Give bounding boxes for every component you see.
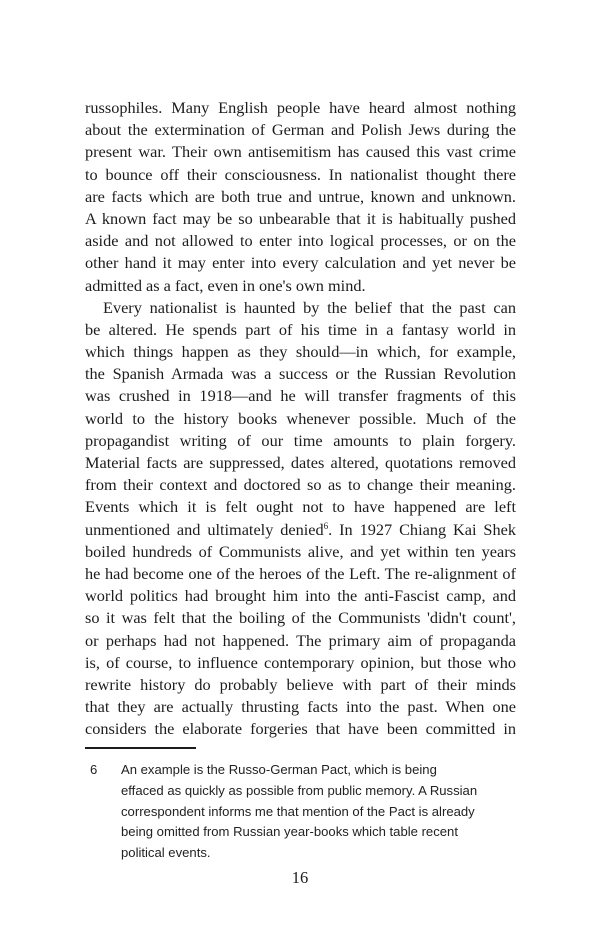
text-line: so it was felt that the boiling of the Communists 'didn't count', (85, 608, 516, 628)
text-line: he had become one of the heroes of the Left. The re-alignment of (85, 563, 516, 583)
text-line: Material facts are suppressed, dates altered, quotations removed (85, 453, 516, 472)
text-line: A known fact may be so unbearable that it is habitually pushed (85, 208, 516, 228)
text-line: be altered. He spends part of his time in a fantasy world in (85, 319, 516, 339)
text-line: considers the elaborate forgeries that have been committed in (85, 719, 516, 739)
body-text (85, 97, 516, 740)
text-line: other hand it may enter into every calculation and yet never be (85, 253, 516, 273)
footnote-line: An example is the Russo-German Pact, which is being (121, 762, 437, 777)
text-line: admitted as a fact, even in one's own mind. (85, 275, 366, 295)
text-line: about the extermination of German and Polish Jews during the (85, 120, 516, 140)
text-line: boiled hundreds of Communists alive, and yet within ten years (85, 541, 516, 561)
text-segment: . In 1927 Chiang Kai Shek (328, 519, 516, 539)
footnote-line: effaced as quickly as possible from public memory. A Russian (121, 782, 478, 798)
page-number: 16 (291, 868, 309, 887)
text-line: is, of course, to influence contemporary opinion, but those who (85, 652, 516, 672)
text-line-with-footnote-ref (85, 519, 516, 541)
text-line: world to the history books whenever possible. Much of the (85, 408, 516, 428)
footnote-line: political events. (121, 845, 211, 861)
text-line: from their context and doctored so as to change their meaning. (85, 475, 516, 495)
text-line: which things happen as they should—in which, for example, (85, 342, 516, 362)
footnote-line: being omitted from Russian year-books which table recent (121, 824, 458, 840)
footnote-divider (85, 747, 196, 749)
footnote-line: correspondent informs me that mention of the Pact is already (121, 803, 475, 819)
paragraph-first-line: Every nationalist is haunted by the belief that the past can (103, 297, 516, 317)
text-line: present war. Their own antisemitism has caused this vast crime (85, 142, 516, 162)
footnote-reference[interactable]: 6 (323, 520, 329, 531)
text-line: was crushed in 1918—and he will transfer fragments of this (85, 386, 516, 406)
footnote-text (121, 760, 516, 864)
text-line: russophiles. Many English people have heard almost nothing (85, 98, 516, 117)
text-line: to bounce off their consciousness. In nationalist thought there (85, 164, 516, 184)
text-line: are facts which are both true and untrue, known and unknown. (85, 186, 516, 206)
text-line: aside and not allowed to enter into logical processes, or on the (85, 231, 516, 251)
footnote-number: 6 (90, 762, 98, 777)
text-line: or perhaps had not happened. The primary aim of propaganda (85, 630, 516, 650)
text-line: the Spanish Armada was a success or the Russian Revolution (85, 364, 516, 384)
footnote (85, 760, 516, 864)
text-line: that they are actually thrusting facts into the past. When one (85, 697, 516, 717)
text-line: world politics had brought him into the anti-Fascist camp, and (85, 586, 516, 606)
text-line: propagandist writing of our time amounts to plain forgery. (85, 430, 516, 450)
text-segment: unmentioned and ultimately denied (85, 519, 324, 539)
text-line: rewrite history do probably believe with part of their minds (85, 674, 516, 694)
text-line: Events which it is felt ought not to have happened are left (85, 497, 516, 517)
